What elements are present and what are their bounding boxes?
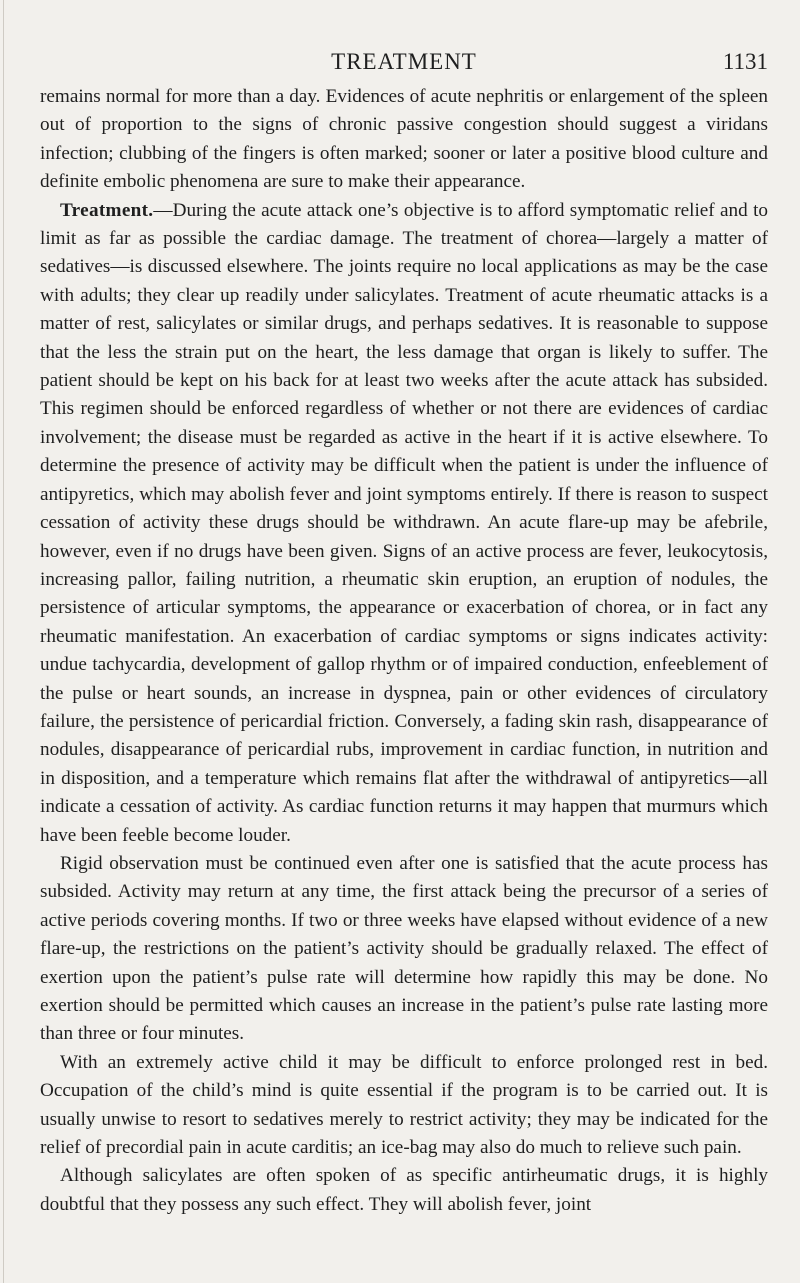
paragraph: remains normal for more than a day. Evidences of acute nephritis or enlargement of the spleen out of proportion to the signs of chronic passive congestion should suggest a viridans infection; clubbing of the fingers is often marked; sooner or later a positive blood culture and definite embolic phenomena are sure to make their appearance. xyxy=(40,86,768,193)
page-number: 1131 xyxy=(722,49,768,74)
paragraph: With an extremely active child it may be difficult to enforce prolonged rest in bed. Occupation of the child’s mind is quite essential if the program is to be carried out. It is usually unwise to resort to sedatives merely to restrict activity; they may be indicated for the relief of precordial pain in acute carditis; an ice-bag may also do much to relieve such pain. xyxy=(40,1051,768,1159)
page-edge-line xyxy=(3,0,4,1283)
body-text xyxy=(40,83,768,1219)
paragraph-treatment xyxy=(40,197,768,850)
running-head xyxy=(40,47,768,77)
paragraph-text: —During the acute attack one’s objective is to afford symptomatic relief and to limit as far as possible the cardiac damage. The treatment of chorea—largely a matter of sedatives—is discussed elsewhere. The joints require no local applications as may be the case with adults; they clear up readily under salicylates. Treatment of acute rheumatic attacks is a matter of rest, salicylates or similar drugs, and perhaps sedatives. It is reasonable to suppose that the less the strain put on the heart, the less damage that organ is likely to suffer. The patient should be kept on his back for at least two weeks after the acute attack has subsided. This regimen should be enforced regardless of whether or not there are evidences of cardiac involvement; the disease must be regarded as active in the heart if it is active elsewhere. To determine the presence of activity may be difficult when the patient is under the influence of antipyretics, which may abolish fever and joint symptoms entirely. If there is reason to suspect cessation of activity these drugs should be withdrawn. An acute flare-up may be afebrile, however, even if no drugs have been given. Signs of an active process are fever, leukocytosis, increasing pallor, failing nutrition, a rheumatic skin eruption, an eruption of nodules, the persistence of articular symptoms, the appearance or exacerbation of chorea, or in fact any rheumatic manifestation. An exacerbation of cardiac symptoms or signs indicates activity: undue tachycardia, development of gallop rhythm or of impaired conduction, enfeeblement of the pulse or heart sounds, an increase in dyspnea, pain or other evidences of circulatory failure, the persistence of pericardial friction. Conversely, a fading skin rash, disappearance of nodules, disappearance of pericardial rubs, improvement in cardiac function, in nutrition and in disposition, and a temperature which remains flat after the withdrawal of antipyretics—all indicate a cessation of activity. As cardiac function returns it may happen that murmurs which have been feeble become louder. xyxy=(40,199,768,846)
paragraph: Although salicylates are often spoken of as specific antirheumatic drugs, it is highly doubtful that they possess any such effect. They will abolish fever, joint xyxy=(40,1165,768,1215)
paragraph: Rigid observation must be continued even after one is satisfied that the acute process has subsided. Activity may return at any time, the first attack being the precursor of a series of active periods covering months. If two or three weeks have elapsed without evidence of a new flare-up, the restrictions on the patient’s activity should be gradually relaxed. The effect of exertion upon the patient’s pulse rate will determine how rapidly this may be done. No exertion should be permitted which causes an increase in the patient’s pulse rate lasting more than three or four minutes. xyxy=(40,852,768,1045)
running-head-title: TREATMENT xyxy=(331,49,477,74)
section-heading: Treatment. xyxy=(60,199,154,221)
